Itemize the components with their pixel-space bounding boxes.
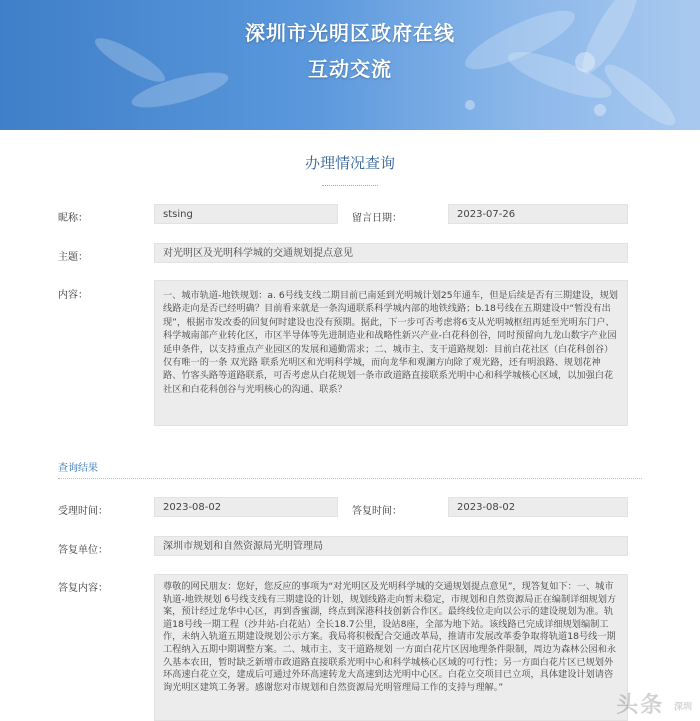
header-banner	[0, 0, 700, 130]
reply-time-label: 答复时间：	[352, 506, 402, 517]
banner-subtitle: 互动交流	[308, 57, 392, 81]
query-result-heading: 查询结果	[58, 463, 98, 474]
section-divider	[58, 478, 642, 479]
nickname-value: stsing	[154, 204, 338, 224]
reply-unit-value: 深圳市规划和自然资源局光明管理局	[154, 536, 628, 556]
watermark: 头条 深圳	[616, 693, 692, 718]
title-divider	[322, 185, 378, 186]
accept-time-label: 受理时间：	[58, 506, 108, 517]
accept-time-value: 2023-08-02	[154, 497, 338, 517]
subject-value: 对光明区及光明科学城的交通规划提点意见	[154, 243, 628, 263]
banner-title: 深圳市光明区政府在线	[245, 21, 455, 45]
reply-time-value: 2023-08-02	[448, 497, 628, 517]
message-date-value: 2023-07-26	[448, 204, 628, 224]
message-date-label: 留言日期：	[352, 213, 402, 224]
reply-content-label: 答复内容：	[58, 583, 108, 594]
reply-content-value: 尊敬的网民朋友：您好，您反应的事项为“对光明区及光明科学城的交通规划提点意见”，现答复如下：一、城市轨道-地铁规划 6号线支线有三期建设的计划，规划线路走向暂未稳定，市规划和自然资源局正在编制详细规划方案，预计经过龙华中心区，再到香蜜湖，终点到深港科技创新合作区。最终线位走向以公示的建设规划为准。轨道18号线一期工程（沙井站-白花站）全长18.7公里，设站8座，全部为地下站。该线路已完成详细规划编制工作，未纳入轨道五期建设规划公示方案。我局将积极配合交通改革局，推请市发展改革委争取将轨道18号线一期工程纳入五期中期调整方案。二、城市主、支干道路规划 一方面白花片区因地理条件限制，周边为森林公园和永久基本农田，暂时缺乏新增市政道路直接联系光明中心和科学城核心区域的可行性；另一方面白花片区已规划外环高速白花立交，建成后可通过外环高速转龙大高速到达光明中心区。白花立交项目已立项，具体建设计划请咨询光明区建筑工务署。感谢您对市规划和自然资源局光明管理局工作的支持与理解。”	[154, 574, 628, 721]
content-value: 一、城市轨道-地铁规划：a. 6号线支线二期目前已南延到光明城计划25年通车，但是后续是否有三期建设，规划线路走向是否已经明确？目前看来就是一条沟通联系科学城内部的地铁线路；b.18号线在五期建设中“暂没有出现”，根据市发改委的回复何时建设也没有预期。据此，下一步可否考虑将6支从光明城枢纽再延至光明东门户、科学城南部产业转化区，市区半导体等先进制造业和战略性新兴产业-白花科创谷，同时预留向九龙山数字产业园延申条件，以支持重点产业园区的发展和通勤需求；二、城市主、支干道路规划：目前白花社区（白花科创谷）仅有唯一的一条 双光路 联系光明区和光明科学城，而向龙华和观澜方向除了观光路，还有明浪路、规划花神路、竹客头路等道路联系，可否考虑从白花规划一条市政道路直接联系光明中心和科学城核心区域，以加强白花社区和白花科创谷与光明核心的沟通、联系？	[154, 280, 628, 426]
content-label: 内容：	[58, 290, 88, 301]
nickname-label: 昵称：	[58, 213, 88, 224]
reply-unit-label: 答复单位：	[58, 545, 108, 556]
page-title: 办理情况查询	[304, 154, 395, 172]
subject-label: 主题：	[58, 252, 88, 263]
